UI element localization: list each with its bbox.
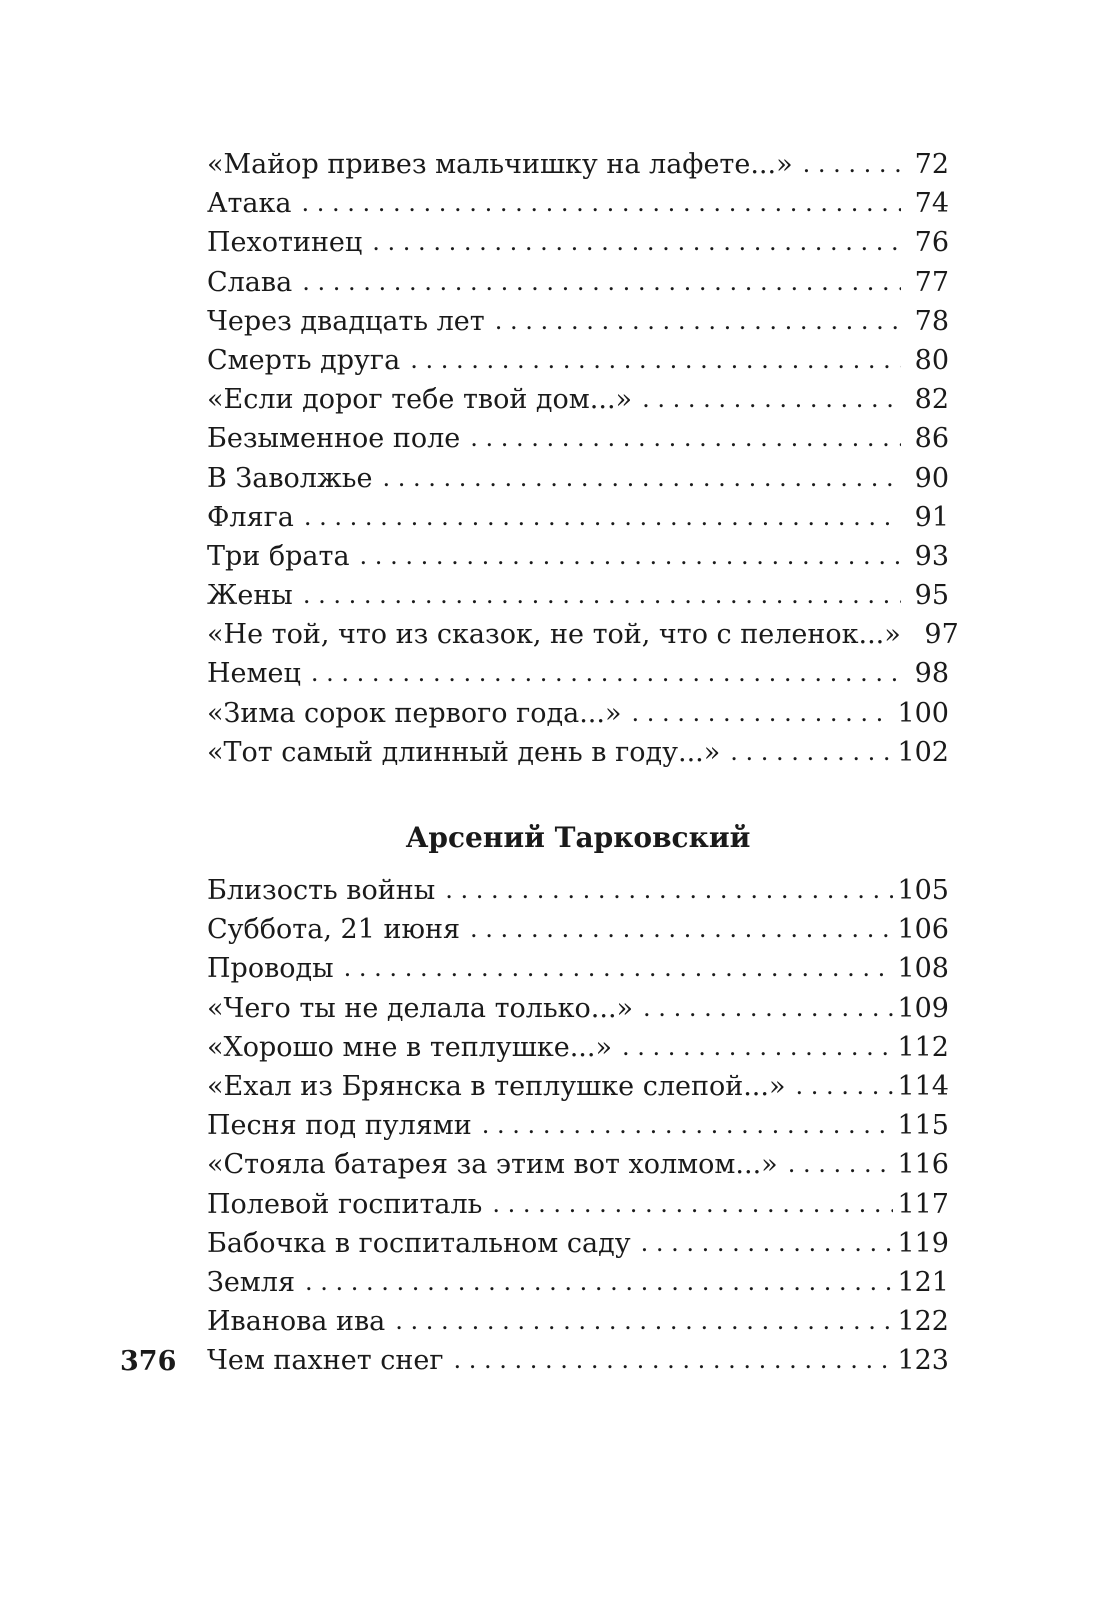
toc-entry [207, 1185, 949, 1224]
toc-leader-dots [372, 223, 901, 262]
toc-entry [207, 1067, 949, 1106]
toc-entry [207, 576, 949, 615]
toc-entry [207, 380, 949, 419]
toc-entry-title: «Ехал из Брянска в теплушке слепой...» [207, 1070, 786, 1102]
toc-entry-page: 82 [914, 384, 949, 416]
section-heading: Арсений Тарковский [405, 821, 751, 854]
toc-entry-title: Суббота, 21 июня [207, 914, 460, 946]
toc-leader-dots [454, 1341, 894, 1380]
toc-entry [207, 537, 949, 576]
toc-leader-dots [395, 1302, 893, 1341]
toc-entry-title: Смерть друга [207, 344, 401, 376]
toc-entry-title: «Стояла батарея за этим вот холмом...» [207, 1149, 778, 1181]
toc-entry [207, 1145, 949, 1184]
toc-entry-page: 95 [914, 580, 949, 612]
toc-section-b [207, 871, 949, 1380]
toc-entry-title: «Майор привез мальчишку на лафете...» [207, 149, 793, 180]
toc-entry-page: 106 [897, 914, 949, 946]
toc-entry-page: 77 [914, 266, 949, 298]
toc-entry-page: 102 [897, 736, 949, 768]
toc-entry-page: 97 [924, 619, 959, 651]
toc-entry [207, 223, 949, 262]
toc-entry-page: 121 [897, 1266, 949, 1298]
toc-entry-title: Слава [207, 266, 293, 298]
toc-leader-dots [311, 654, 901, 693]
toc-entry [207, 498, 949, 537]
toc-entry [207, 654, 949, 693]
toc-entry-page: 123 [897, 1345, 949, 1377]
toc-leader-dots [303, 576, 901, 615]
toc-entry [207, 733, 949, 772]
toc-entry-title: Три брата [207, 540, 350, 572]
toc-leader-dots [470, 910, 893, 949]
toc-leader-dots [305, 1263, 893, 1302]
toc-leader-dots [344, 949, 894, 988]
toc-leader-dots [643, 989, 893, 1028]
toc-entry [207, 1341, 949, 1380]
toc-leader-dots [301, 184, 901, 223]
toc-entry-title: Атака [207, 188, 292, 220]
toc-entry-page: 78 [914, 305, 949, 337]
toc-entry-title: «Чего ты не делала только...» [207, 992, 634, 1024]
toc-entry [207, 1224, 949, 1263]
toc-entry-title: Немец [207, 658, 301, 690]
toc-leader-dots [302, 263, 901, 302]
toc-entry-title: Полевой госпиталь [207, 1188, 483, 1220]
toc-entry-page: 108 [897, 953, 949, 985]
toc-leader-dots [631, 694, 893, 733]
toc-entry [207, 1028, 949, 1067]
toc-entry-page: 114 [897, 1070, 949, 1102]
toc-entry-page: 119 [897, 1227, 949, 1259]
toc-entry-title: Через двадцать лет [207, 305, 485, 337]
toc-leader-dots [495, 302, 901, 341]
toc-entry [207, 615, 959, 654]
toc-entry-title: Бабочка в госпитальном саду [207, 1227, 631, 1259]
toc-leader-dots [410, 341, 901, 380]
toc-entry-title: Иванова ива [207, 1306, 386, 1338]
toc-leader-dots [641, 1224, 894, 1263]
toc-entry [207, 989, 949, 1028]
toc-entry [207, 419, 949, 458]
toc-leader-dots [492, 1185, 893, 1224]
toc-entry-title: Земля [207, 1266, 295, 1298]
toc-entry-page: 86 [914, 423, 949, 455]
toc-entry [207, 184, 949, 223]
toc-leader-dots [788, 1145, 894, 1184]
toc-entry [207, 302, 949, 341]
toc-leader-dots [730, 733, 893, 772]
toc-entry [207, 459, 949, 498]
toc-leader-dots [360, 537, 901, 576]
toc-entry-page: 91 [914, 501, 949, 533]
toc-leader-dots [482, 1106, 894, 1145]
toc-entry-title: Безыменное поле [207, 423, 461, 455]
toc-entry-page: 112 [897, 1031, 949, 1063]
toc-entry-page: 100 [897, 697, 949, 729]
toc-entry [207, 694, 949, 733]
toc-entry-title: «Если дорог тебе твой дом...» [207, 384, 633, 416]
toc-leader-dots [304, 498, 901, 537]
toc-leader-dots [795, 1067, 893, 1106]
toc-entry-title: Жены [207, 580, 293, 612]
toc-entry-page: 116 [897, 1149, 949, 1181]
toc-entry-page: 98 [914, 658, 949, 690]
toc-entry-page: 80 [914, 344, 949, 376]
toc-entry-page: 115 [897, 1110, 949, 1142]
toc-entry-title: Проводы [207, 953, 334, 985]
toc-entry [207, 871, 949, 910]
toc-leader-dots [470, 419, 901, 458]
toc-entry-page: 117 [897, 1188, 949, 1220]
toc-entry-page: 122 [897, 1306, 949, 1338]
toc-leader-dots [622, 1028, 893, 1067]
toc-entry-title: Близость войны [207, 875, 436, 906]
toc-entry-title: Фляга [207, 501, 294, 533]
toc-entry-title: «Не той, что из сказок, не той, что с пеленок...» [207, 619, 901, 651]
toc-section-a [207, 145, 959, 772]
toc-entry [207, 1263, 949, 1302]
toc-entry-page: 76 [914, 227, 949, 259]
toc-entry-page: 90 [914, 462, 949, 494]
page-number: 376 [120, 1346, 177, 1377]
toc-entry-title: Чем пахнет снег [207, 1345, 444, 1377]
toc-entry [207, 341, 949, 380]
toc-leader-dots [445, 871, 893, 910]
toc-entry-title: В Заволжье [207, 462, 373, 494]
toc-entry [207, 263, 949, 302]
toc-entry [207, 145, 949, 184]
toc-entry [207, 910, 949, 949]
toc-leader-dots [382, 459, 901, 498]
toc-entry-title: «Тот самый длинный день в году...» [207, 736, 721, 768]
toc-entry-title: Пехотинец [207, 227, 363, 259]
toc-leader-dots [803, 145, 901, 184]
toc-entry-page: 74 [914, 188, 949, 220]
toc-leader-dots [642, 380, 901, 419]
toc-entry-title: «Хорошо мне в теплушке...» [207, 1031, 612, 1063]
toc-entry-title: Песня под пулями [207, 1110, 472, 1142]
toc-entry [207, 1106, 949, 1145]
toc-entry-title: «Зима сорок первого года...» [207, 697, 622, 729]
toc-entry-page: 109 [897, 992, 949, 1024]
toc-entry-page: 93 [914, 540, 949, 572]
toc-entry-page: 105 [897, 875, 949, 906]
toc-entry [207, 1302, 949, 1341]
toc-entry-page: 72 [914, 149, 949, 180]
toc-entry [207, 949, 949, 988]
